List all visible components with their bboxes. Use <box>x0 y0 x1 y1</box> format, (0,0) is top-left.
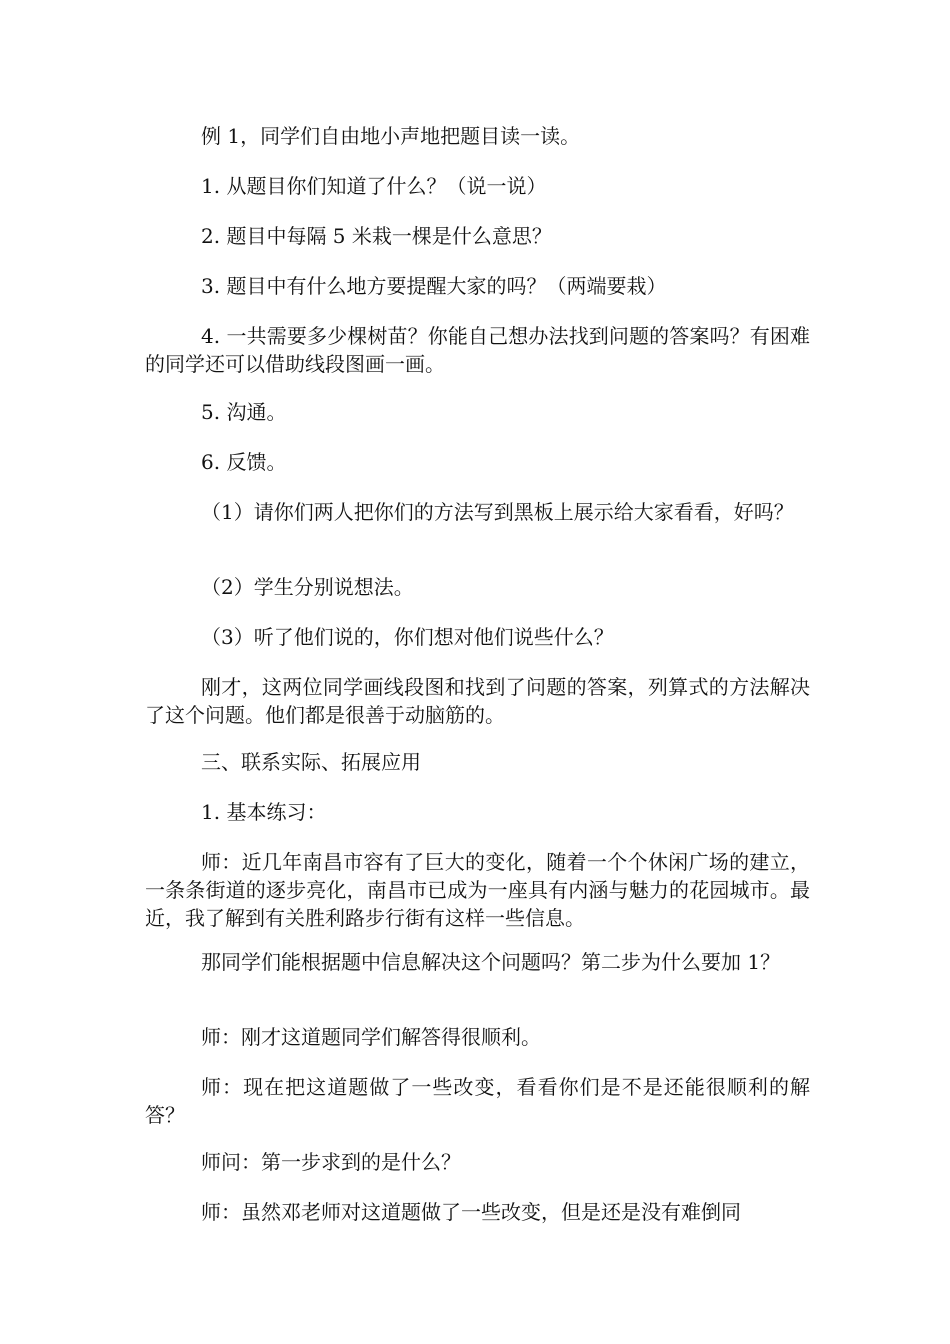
section-heading-three: 三、联系实际、拓展应用 <box>201 750 421 774</box>
paragraph-teacher-smooth: 师：刚才这道题同学们解答得很顺利。 <box>201 1025 541 1049</box>
paragraph-basic-practice: 1. 基本练习： <box>201 800 327 824</box>
paragraph-teacher-change: 师：现在把这道题做了一些改变，看看你们是不是还能很顺利的解答？ <box>145 1075 810 1127</box>
paragraph-question-add-one: 那同学们能根据题中信息解决这个问题吗？第二步为什么要加 1？ <box>201 950 781 974</box>
paragraph-question-4: 4. 一共需要多少棵树苗？你能自己想办法找到问题的答案吗？有困难的同学还可以借助线段图画一画。 <box>145 324 810 376</box>
paragraph-question-3: 3. 题目中有什么地方要提醒大家的吗？（两端要栽） <box>201 274 667 298</box>
paragraph-example-1: 例 1，同学们自由地小声地把题目读一读。 <box>201 124 581 148</box>
paragraph-teacher-ask: 师问：第一步求到的是什么？ <box>201 1150 461 1174</box>
paragraph-sub-1: （1）请你们两人把你们的方法写到黑板上展示给大家看看，好吗？ <box>201 500 794 524</box>
paragraph-sub-2: （2）学生分别说想法。 <box>201 575 414 599</box>
paragraph-teacher-intro: 师：近几年南昌市容有了巨大的变化，随着一个个休闲广场的建立，一条条街道的逐步亮化，南昌市已成为一座具有内涵与魅力的花园城市。最近，我了解到有关胜利路步行街有这样一些信息。 <box>145 850 810 930</box>
paragraph-summary: 刚才，这两位同学画线段图和找到了问题的答案，列算式的方法解决了这个问题。他们都是很善于动脑筋的。 <box>145 675 810 727</box>
paragraph-step-6: 6. 反馈。 <box>201 450 287 474</box>
paragraph-question-1: 1. 从题目你们知道了什么？（说一说） <box>201 174 547 198</box>
paragraph-sub-3: （3）听了他们说的，你们想对他们说些什么？ <box>201 625 614 649</box>
paragraph-question-2: 2. 题目中每隔 5 米栽一棵是什么意思？ <box>201 224 552 248</box>
paragraph-step-5: 5. 沟通。 <box>201 400 287 424</box>
paragraph-teacher-final: 师：虽然邓老师对这道题做了一些改变，但是还是没有难倒同 <box>201 1200 741 1224</box>
